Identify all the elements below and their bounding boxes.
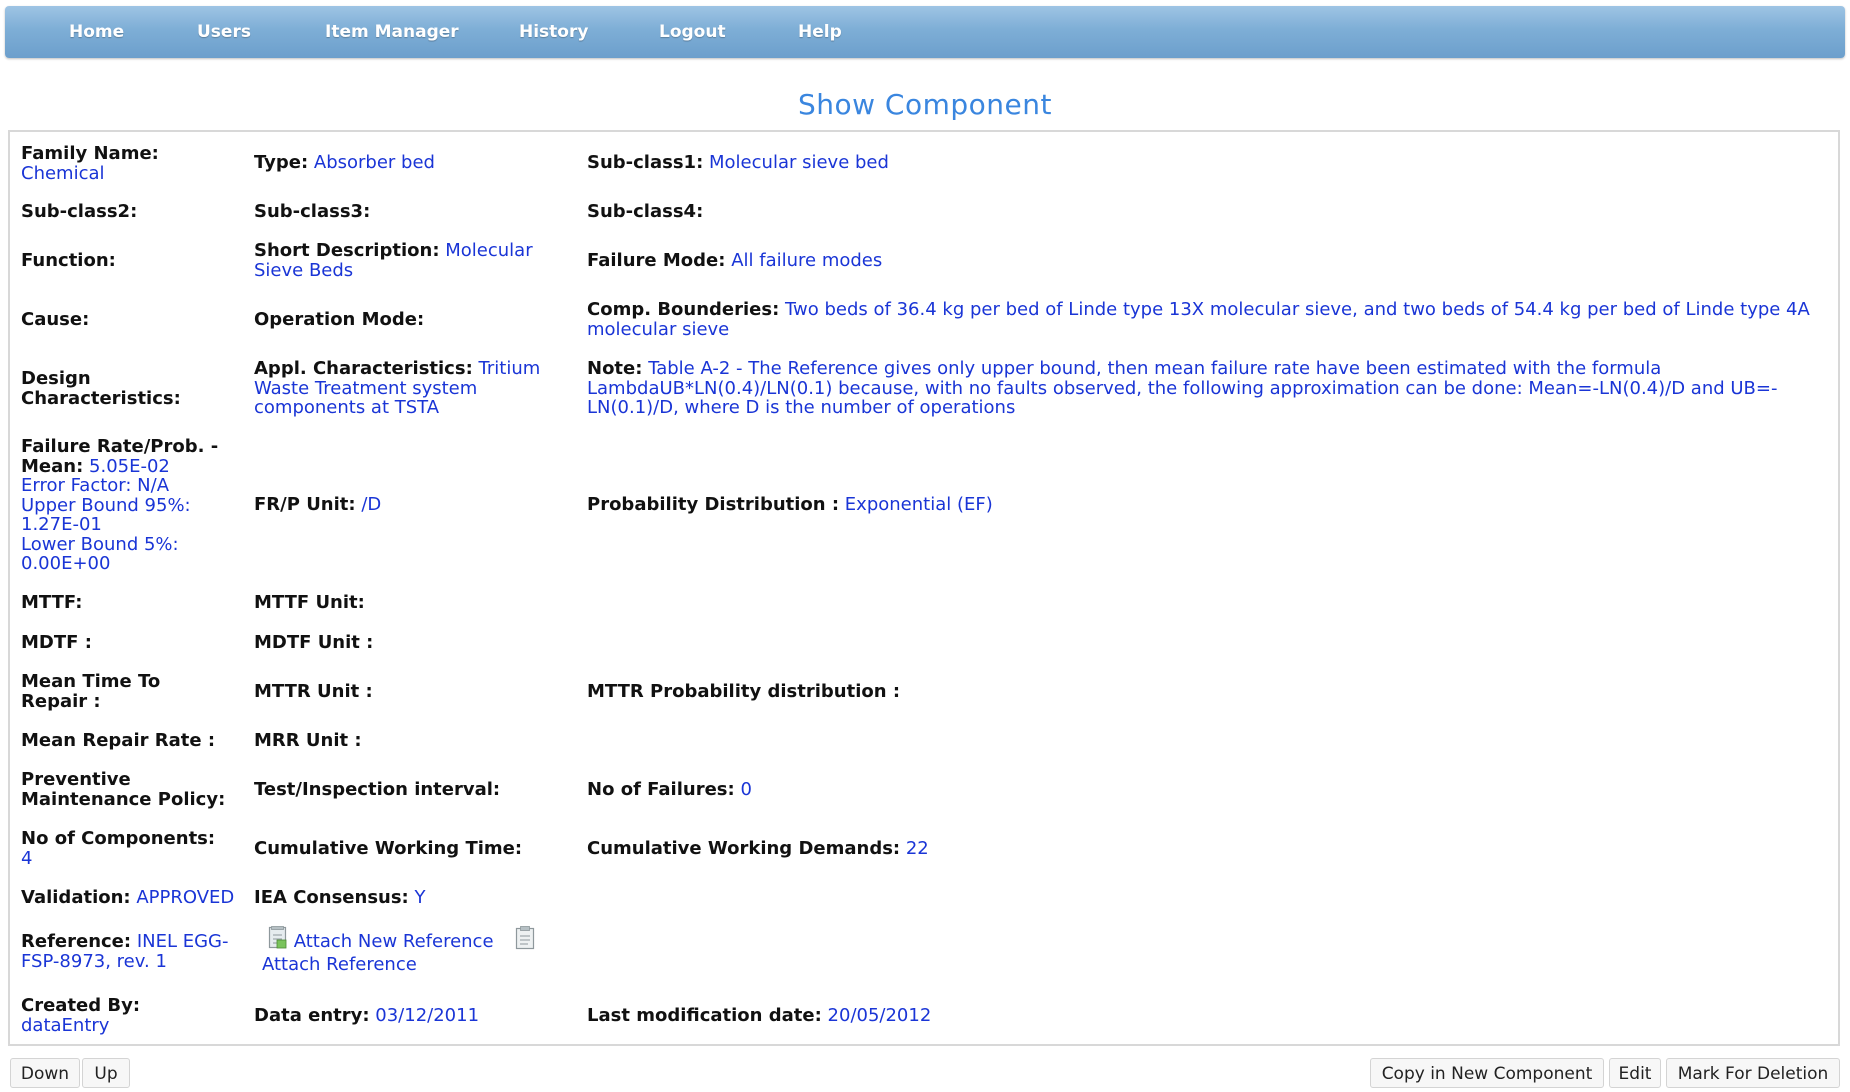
cumulative-working-time-label: Cumulative Working Time: <box>254 838 523 859</box>
nav-item-manager[interactable]: Item Manager <box>325 22 459 42</box>
attach-reference-area <box>268 926 568 952</box>
note-field: Note: Table A-2 - The Reference gives only upper bound, then mean failure rate have been estimated with the formula LambdaUB*LN(0.4)/LN(0.1) because, with no faults observed, the following approximation can be done: Mean=-LN(0.4)/D and UB=-LN(0.1)/D, where D is the number of operations <box>587 358 1778 418</box>
clipboard-icon[interactable] <box>515 926 535 950</box>
type-field: Type: Absorber bed <box>254 152 435 173</box>
comp-boundaries-field: Comp. Bounderies: Two beds of 36.4 kg per bed of Linde type 13X molecular sieve, and two beds of 54.4 kg per bed of Linde type 4A molecular sieve <box>587 299 1810 340</box>
cause-label: Cause: <box>21 309 90 330</box>
short-description-field: Short Description: Molecular Sieve Beds <box>254 240 533 281</box>
nav-home[interactable]: Home <box>69 22 125 42</box>
up-button[interactable]: Up <box>82 1058 130 1088</box>
mean-repair-rate-label: Mean Repair Rate : <box>21 730 216 751</box>
function-label: Function: <box>21 250 116 271</box>
iea-consensus-field: IEA Consensus: Y <box>254 887 426 908</box>
attach-new-reference-link[interactable]: Attach New Reference <box>293 931 494 952</box>
copy-in-new-component-button[interactable]: Copy in New Component <box>1370 1058 1604 1088</box>
subclass1-field: Sub-class1: Molecular sieve bed <box>587 152 889 173</box>
created-by-field: Created By: dataEntry <box>21 995 141 1036</box>
subclass4-label: Sub-class4: <box>587 201 704 222</box>
failure-rate-field: Failure Rate/Prob. - Mean: 5.05E-02 Error Factor: N/A Upper Bound 95%: 1.27E-01 Lower Bound 5%: 0.00E+00 <box>21 436 219 574</box>
mdtf-unit-label: MDTF Unit : <box>254 632 374 653</box>
mrr-unit-label: MRR Unit : <box>254 730 362 751</box>
nav-help[interactable]: Help <box>798 22 842 42</box>
frp-unit-field: FR/P Unit: /D <box>254 494 382 515</box>
reference-field: Reference: INEL EGG-FSP-8973, rev. 1 <box>21 931 229 972</box>
page-title: Show Component <box>797 88 1052 121</box>
probability-distribution-field: Probability Distribution : Exponential (EF) <box>587 494 993 515</box>
nav-logout[interactable]: Logout <box>659 22 726 42</box>
mdtf-label: MDTF : <box>21 632 92 653</box>
mttf-label: MTTF: <box>21 592 83 613</box>
mark-for-deletion-button[interactable]: Mark For Deletion <box>1666 1058 1840 1088</box>
attach-reference-link[interactable]: Attach Reference <box>262 954 417 975</box>
subclass3-label: Sub-class3: <box>254 201 371 222</box>
nav-history[interactable]: History <box>519 22 589 42</box>
mean-time-to-repair-label: Mean Time To Repair : <box>21 671 161 712</box>
test-inspection-label: Test/Inspection interval: <box>254 779 501 800</box>
subclass2-label: Sub-class2: <box>21 201 138 222</box>
preventive-maintenance-label: Preventive Maintenance Policy: <box>21 769 226 810</box>
cumulative-working-demands-field: Cumulative Working Demands: 22 <box>587 838 929 859</box>
mttf-unit-label: MTTF Unit: <box>254 592 365 613</box>
last-modification-field: Last modification date: 20/05/2012 <box>587 1005 932 1026</box>
mttr-probability-distribution-label: MTTR Probability distribution : <box>587 681 901 702</box>
mttr-unit-label: MTTR Unit : <box>254 681 373 702</box>
design-characteristics-label: Design Characteristics: <box>21 368 181 409</box>
nav-users[interactable]: Users <box>197 22 251 42</box>
appl-characteristics-field: Appl. Characteristics: Tritium Waste Treatment system components at TSTA <box>254 358 541 418</box>
validation-field: Validation: APPROVED <box>21 887 235 908</box>
edit-button[interactable]: Edit <box>1609 1058 1661 1088</box>
data-entry-field: Data entry: 03/12/2011 <box>254 1005 480 1026</box>
operation-mode-label: Operation Mode: <box>254 309 425 330</box>
document-icon[interactable] <box>268 926 288 950</box>
down-button[interactable]: Down <box>10 1058 80 1088</box>
family-name-field: Family Name: Chemical <box>21 143 159 184</box>
failure-mode-field: Failure Mode: All failure modes <box>587 250 883 271</box>
top-nav-bar <box>5 6 1845 58</box>
no-of-components-field: No of Components: 4 <box>21 828 216 869</box>
no-of-failures-field: No of Failures: 0 <box>587 779 752 800</box>
